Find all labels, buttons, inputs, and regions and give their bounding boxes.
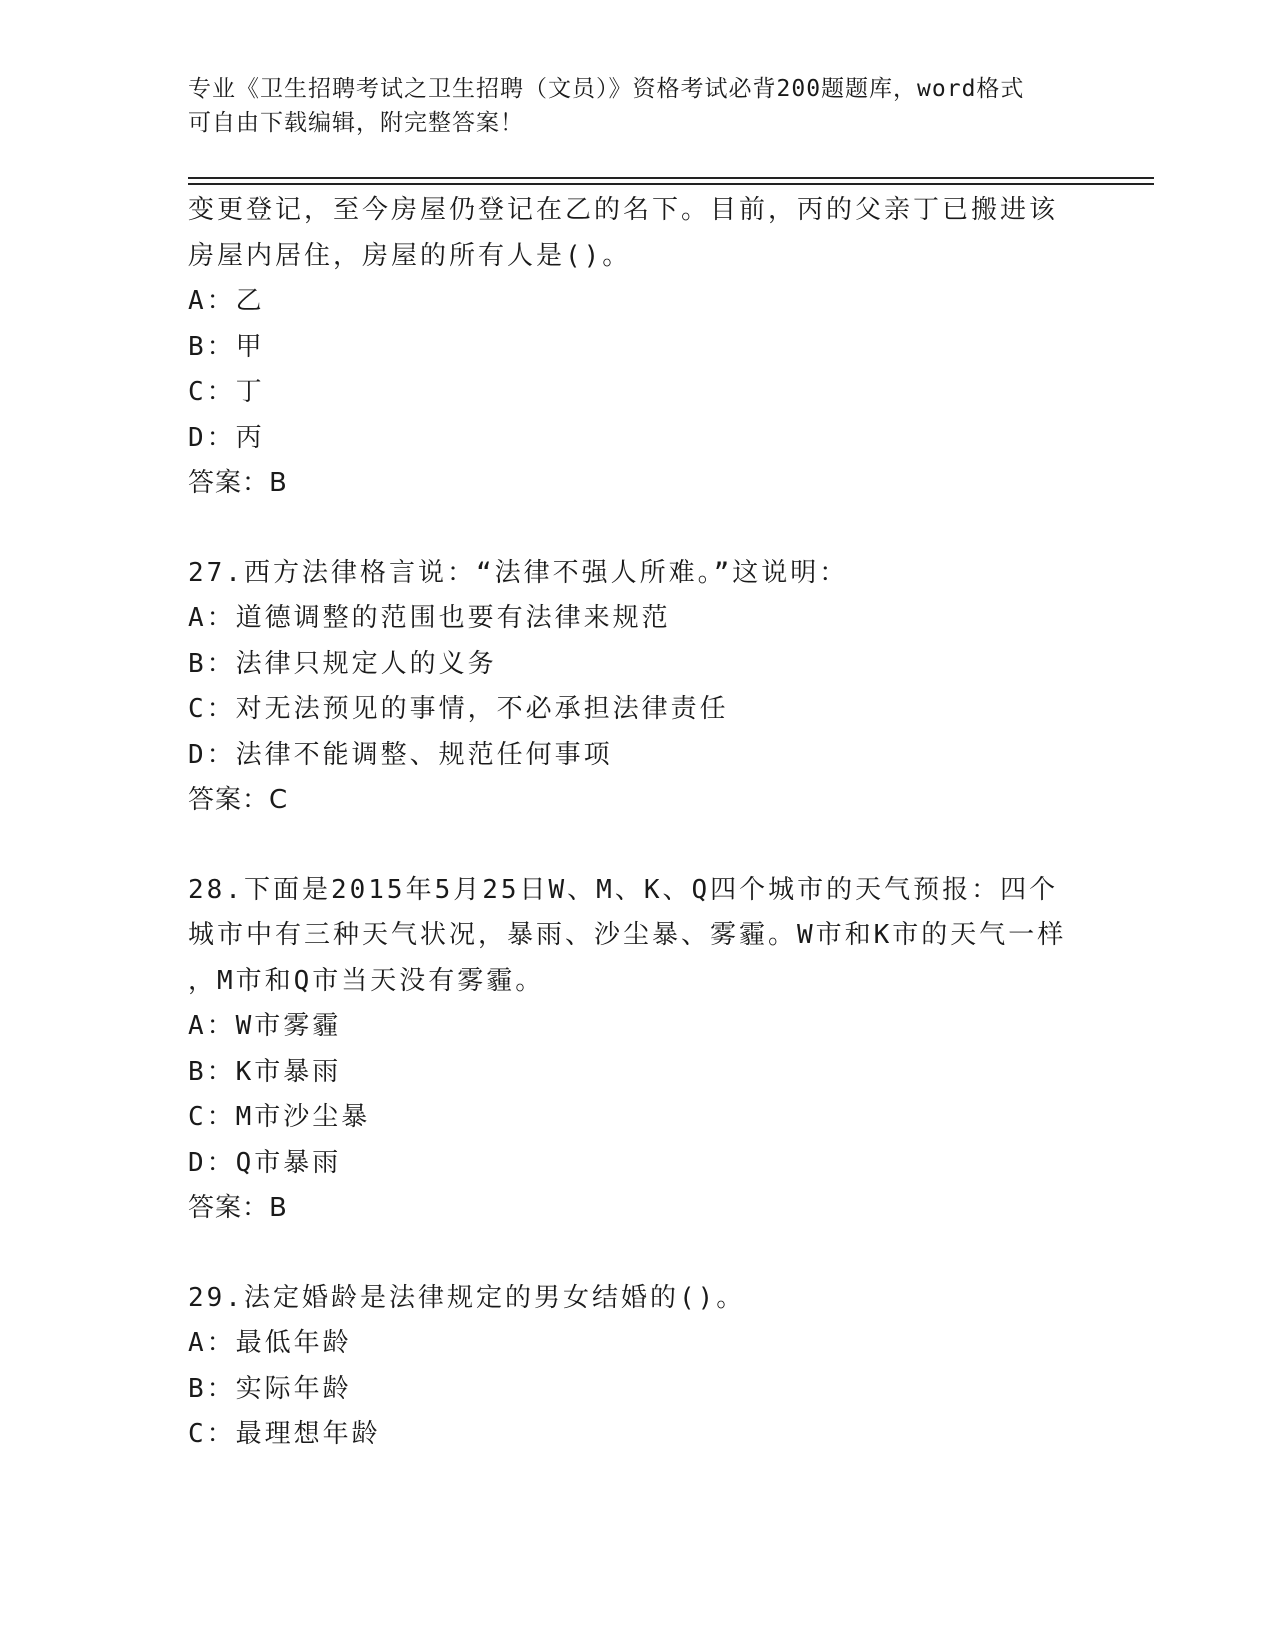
- answer-value: B: [269, 468, 288, 498]
- header-divider-bottom: [188, 183, 1154, 185]
- question-stem-line: 城市中有三种天气状况，暴雨、沙尘暴、雾霾。W市和K市的天气一样: [188, 920, 1067, 950]
- question-stem-line: ，M市和Q市当天没有雾霾。: [188, 965, 545, 996]
- option-b: B：K市暴雨: [188, 1056, 342, 1087]
- question-28: [188, 868, 1088, 1232]
- option-a: A：最低年龄: [188, 1328, 352, 1358]
- question-spacer: [188, 507, 1088, 551]
- option-c: C：丁: [188, 377, 265, 407]
- question-stem-line: 29.法定婚龄是法律规定的男女结婚的()。: [188, 1282, 746, 1313]
- answer-line: [188, 1186, 1088, 1232]
- answer-value: B: [269, 1193, 288, 1223]
- option-d: D：法律不能调整、规范任何事项: [188, 739, 613, 770]
- option-d: D：Q市暴雨: [188, 1147, 342, 1178]
- question-spacer: [188, 824, 1088, 868]
- answer-label: 答案：: [188, 468, 270, 498]
- answer-line: [188, 778, 1088, 824]
- header-title-line-2: 可自由下载编辑，附完整答案！: [188, 110, 524, 136]
- question-stem-line: 27.西方法律格言说：“法律不强人所难。”这说明：: [188, 557, 849, 588]
- question-27: [188, 551, 1088, 824]
- option-a: A：乙: [188, 286, 265, 316]
- option-c: C：对无法预见的事情，不必承担法律责任: [188, 694, 729, 724]
- option-d: D：丙: [188, 422, 265, 453]
- header-divider-top: [188, 177, 1154, 179]
- answer-label: 答案：: [188, 785, 270, 815]
- option-b: B：甲: [188, 331, 265, 362]
- question-spacer: [188, 1232, 1088, 1276]
- answer-value: C: [269, 785, 289, 815]
- question-stem-line: 28.下面是2015年5月25日W、M、K、Q四个城市的天气预报：四个: [188, 874, 1059, 905]
- document-header: [188, 72, 1068, 140]
- option-b: B：法律只规定人的义务: [188, 648, 497, 679]
- question-stem-line: 变更登记，至今房屋仍登记在乙的名下。目前，丙的父亲丁已搬进该: [188, 195, 1059, 225]
- answer-label: 答案：: [188, 1193, 270, 1223]
- question-stem-line: 房屋内居住，房屋的所有人是()。: [188, 240, 632, 271]
- question-29: [188, 1276, 1088, 1458]
- option-a: A：道德调整的范围也要有法律来规范: [188, 603, 671, 633]
- option-c: C：M市沙尘暴: [188, 1102, 371, 1132]
- question-26-continued: [188, 188, 1088, 507]
- option-c: C：最理想年龄: [188, 1419, 381, 1449]
- option-a: A：W市雾霾: [188, 1011, 342, 1041]
- question-list: [188, 188, 1088, 1458]
- option-b: B：实际年龄: [188, 1373, 352, 1404]
- answer-line: [188, 461, 1088, 507]
- header-title-line-1: 专业《卫生招聘考试之卫生招聘（文员）》资格考试必背200题题库，word格式: [188, 76, 1025, 102]
